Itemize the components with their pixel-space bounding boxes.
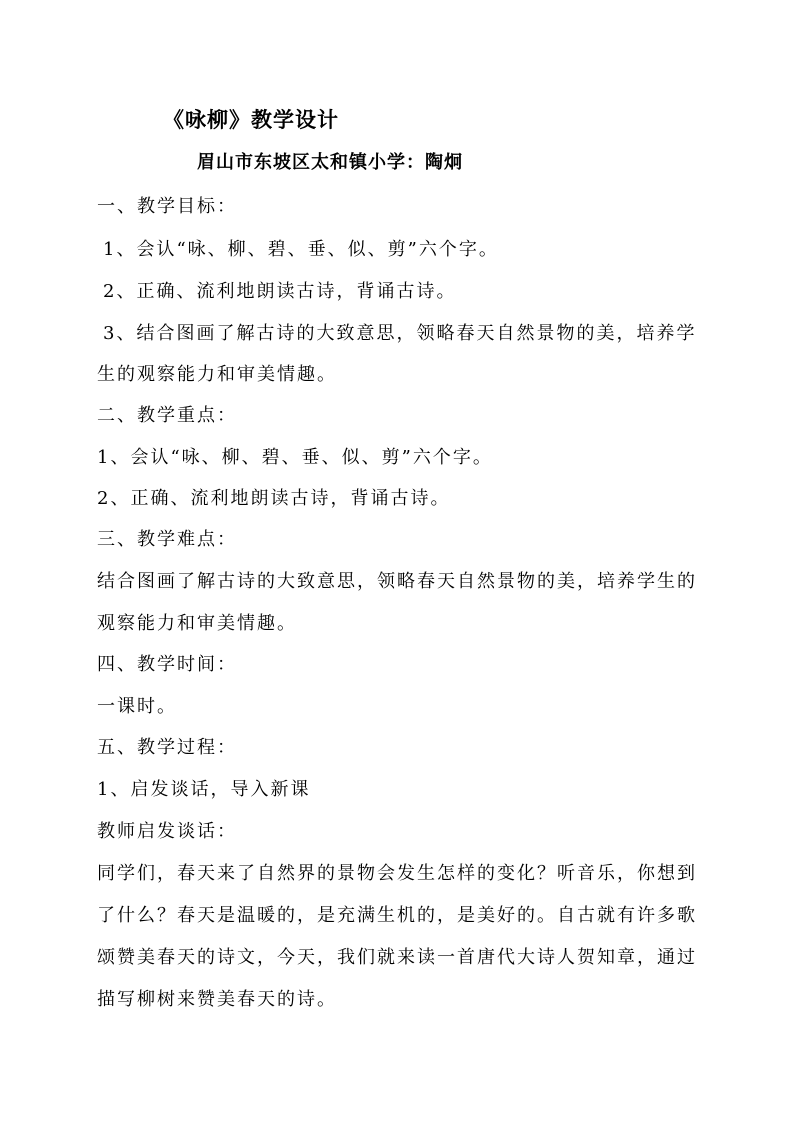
author-line: 眉山市东坡区太和镇小学：陶炯 bbox=[197, 152, 463, 173]
time-text: 一课时。 bbox=[97, 696, 177, 717]
key-point-item-2: 2、正确、流利地朗读古诗，背诵古诗。 bbox=[97, 488, 451, 509]
key-point-item-1: 1、会认“咏、柳、碧、垂、似、剪”六个字。 bbox=[97, 447, 493, 468]
difficulty-text-line-2: 观察能力和审美情趣。 bbox=[97, 613, 297, 634]
objective-item-3-continued: 生的观察能力和审美情趣。 bbox=[97, 364, 337, 385]
section-heading-key-points: 二、教学重点： bbox=[97, 405, 237, 426]
teacher-intro-label: 教师启发谈话： bbox=[97, 821, 237, 842]
intro-paragraph-line-1: 同学们，春天来了自然界的景物会发生怎样的变化？听音乐，你想到 bbox=[97, 863, 697, 884]
section-heading-objectives: 一、教学目标： bbox=[97, 196, 237, 217]
intro-paragraph-line-2: 了什么？春天是温暖的，是充满生机的，是美好的。自古就有许多歌 bbox=[97, 905, 697, 926]
document-title: 《咏柳》教学设计 bbox=[163, 107, 339, 132]
intro-paragraph-line-3: 颂赞美春天的诗文，今天，我们就来读一首唐代大诗人贺知章，通过 bbox=[97, 947, 697, 968]
objective-item-1: 1、会认“咏、柳、碧、垂、似、剪”六个字。 bbox=[103, 239, 499, 260]
section-heading-difficulties: 三、教学难点： bbox=[97, 529, 237, 550]
difficulty-text-line-1: 结合图画了解古诗的大致意思，领略春天自然景物的美，培养学生的 bbox=[97, 571, 697, 592]
section-heading-time: 四、教学时间： bbox=[97, 654, 237, 675]
section-heading-process: 五、教学过程： bbox=[97, 737, 237, 758]
intro-paragraph-line-4: 描写柳树来赞美春天的诗。 bbox=[97, 989, 337, 1010]
objective-item-2: 2、正确、流利地朗读古诗，背诵古诗。 bbox=[103, 281, 457, 302]
process-step-1: 1、启发谈话，导入新课 bbox=[97, 779, 311, 800]
objective-item-3: 3、结合图画了解古诗的大致意思，领略春天自然景物的美，培养学 bbox=[103, 323, 697, 344]
